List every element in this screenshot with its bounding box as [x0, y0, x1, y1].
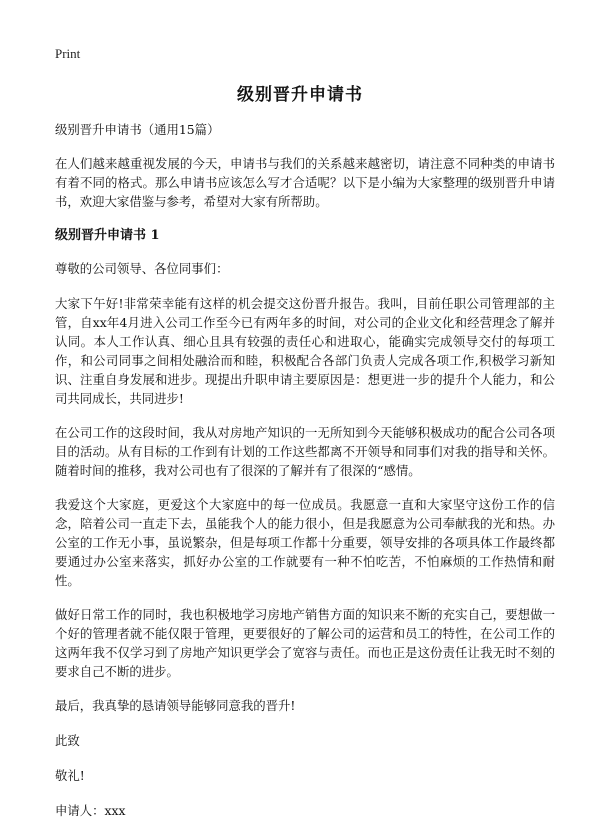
body-paragraph: 做好日常工作的同时，我也积极地学习房地产销售方面的知识来不断的充实自己，要想做一个好的管理者就不能仅限于管理，更要很好的了解公司的运营和员工的特性，在公司工作的这两年我不仅学习到了房地产知识更学会了宽容与责任。而也正是这份责任让我无时不刻的要求自己不断的进步。	[55, 607, 555, 679]
document-body	[55, 120, 555, 836]
document-subtitle: 级别晋升申请书（通用15篇）	[55, 122, 220, 137]
closing-salute: 敬礼!	[55, 768, 85, 783]
signature: 申请人：xxx	[55, 803, 126, 818]
body-paragraph: 在公司工作的这段时间，我从对房地产知识的一无所知到今天能够积极成功的配合公司各项目的活动。从有目标的工作到有计划的工作这些都离不开领导和同事们对我的指导和关怀。随着时间的推移，我对公司也有了很深的了解并有了很深的“感情。	[55, 425, 555, 478]
body-paragraph: 最后，我真挚的恳请领导能够同意我的晋升!	[55, 698, 296, 713]
print-link[interactable]: Print	[55, 46, 81, 61]
salutation: 尊敬的公司领导、各位同事们：	[55, 261, 229, 276]
body-paragraph: 大家下午好!非常荣幸能有这样的机会提交这份晋升报告。我叫，目前任职公司管理部的主管，自xx年4月进入公司工作至今已有两年多的时间，对公司的企业文化和经营理念了解并认同。本人工作认真、细心且具有较强的责任心和进取心，能确实完成领导交付的每项工作，和公司同事之间相处融洽而和睦，积极配合各部门负责人完成各项工作,积极学习新知识、注重自身发展和进步。现提出升职申请主要原因是：想更进一步的提升个人能力，和公司共同成长，共同进步!	[55, 296, 555, 406]
intro-paragraph: 在人们越来越重视发展的今天，申请书与我们的关系越来越密切，请注意不同种类的申请书有着不同的格式。那么申请书应该怎么写才合适呢？以下是小编为大家整理的级别晋升申请书，欢迎大家借鉴与参考，希望对大家有所帮助。	[55, 156, 555, 209]
body-paragraph: 我爱这个大家庭，更爱这个大家庭中的每一位成员。我愿意一直和大家坚守这份工作的信念，陪着公司一直走下去，虽能我个人的能力很小，但是我愿意为公司奉献我的光和热。办公室的工作无小事，虽说繁杂，但是每项工作都十分重要，领导安排的各项具体工作最终都要通过办公室来落实，抓好办公室的工作就要有一种不怕吃苦，不怕麻烦的工作热情和耐性。	[55, 497, 555, 588]
page-title: 级别晋升申请书	[237, 85, 363, 105]
section-heading: 级别晋升申请书 1	[55, 228, 160, 243]
closing-line: 此致	[55, 733, 80, 748]
